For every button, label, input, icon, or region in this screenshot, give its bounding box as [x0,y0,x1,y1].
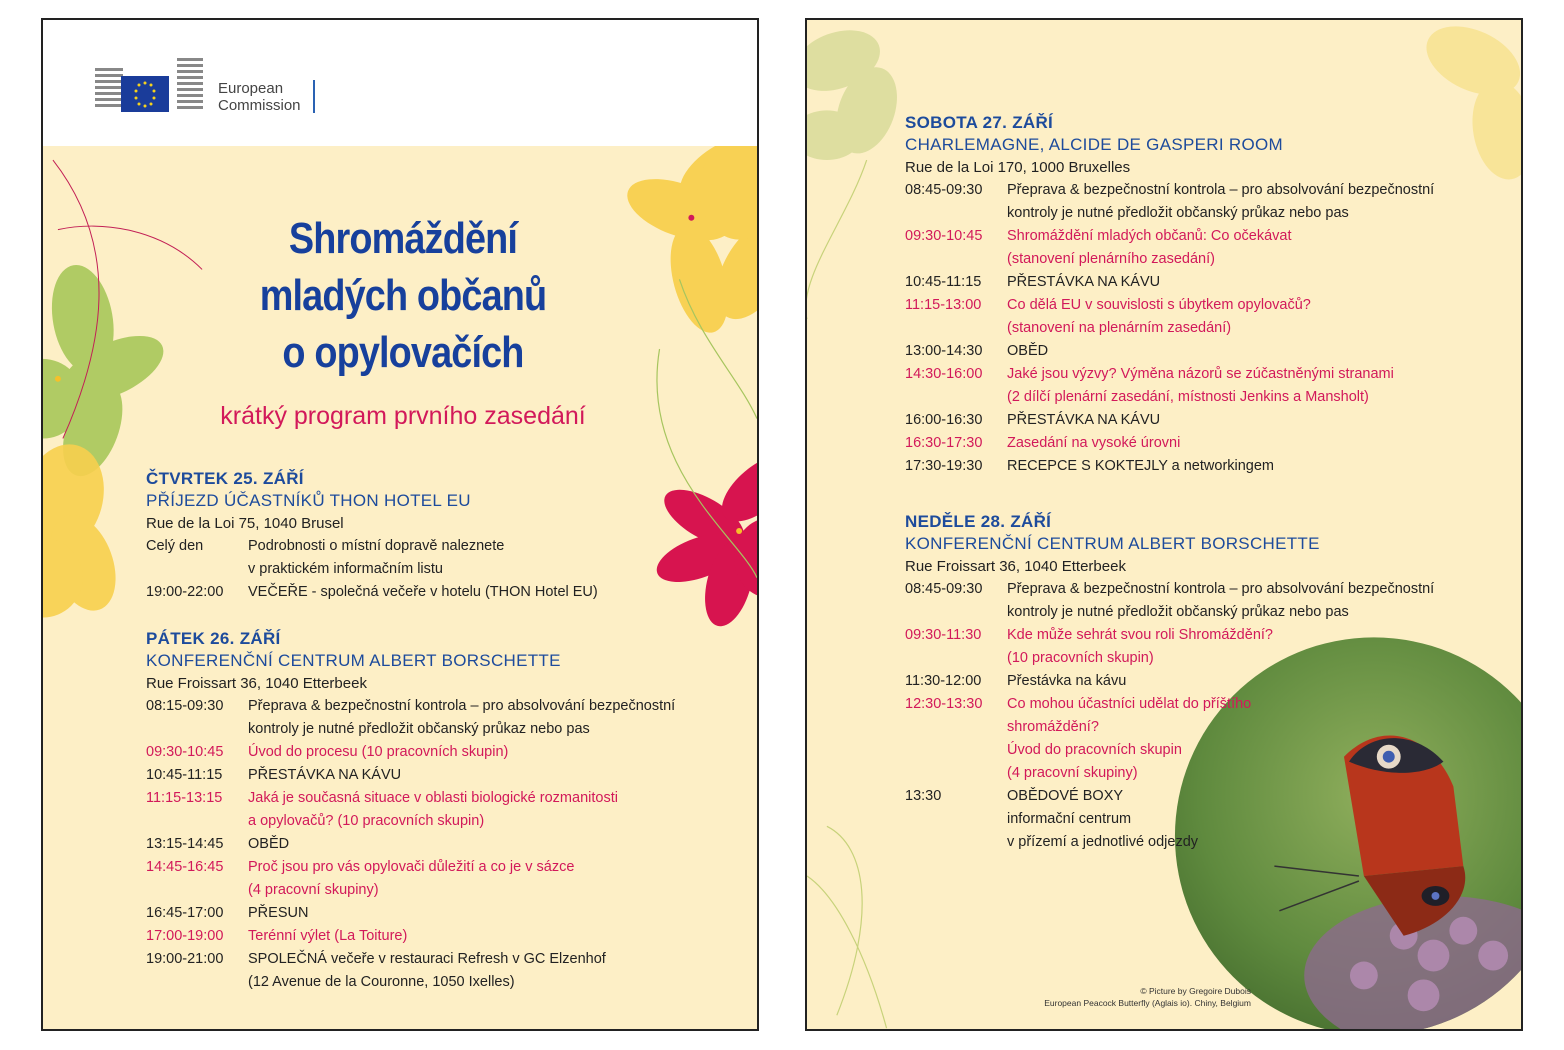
schedule-time: 13:00-14:30 [905,343,983,359]
schedule-row [905,624,1515,670]
schedule-time: 19:00-21:00 [146,951,224,967]
title-line-1: Shromáždění [288,214,518,263]
schedule-row [905,294,1515,340]
logo-line-1: European [218,80,284,97]
schedule-description: VEČEŘE - společná večeře v hotelu (THON Hotel EU) [248,584,598,600]
schedule-row [905,409,1515,432]
schedule-description: Přeprava & bezpečnostní kontrola – pro absolvování bezpečnostní kontroly je nutné předložit občanský průkaz nebo pas [248,698,676,737]
schedule-description: SPOLEČNÁ večeře v restauraci Refresh v GC Elzenhof (12 Avenue de la Couronne, 1050 Ixelles) [248,951,606,990]
schedule-row [146,764,746,787]
logo-text [218,80,301,114]
schedule-row [905,363,1515,409]
schedule-time: 16:30-17:30 [905,435,983,451]
schedule-time: 08:45-09:30 [905,581,983,597]
schedule-row [146,902,746,925]
credit-line-2: European Peacock Butterfly (Aglais io). Chiny, Belgium [1044,998,1251,1008]
day-section-saturday [905,112,1515,478]
venue-address: Rue de la Loi 170, 1000 Bruxelles [905,159,1131,176]
programme-page-left [41,18,759,1031]
day-section-thursday [146,468,746,604]
schedule-time: 11:15-13:00 [905,297,982,313]
schedule-list [146,535,746,604]
schedule-time: 16:00-16:30 [905,412,983,428]
schedule-description: OBĚD [248,836,290,852]
schedule-list [905,179,1515,478]
schedule-row [905,455,1515,478]
schedule-description: Co mohou účastníci udělat do příštího shromáždění? Úvod do pracovních skupin (4 pracovní skupiny) [1007,696,1252,781]
schedule-time: 13:15-14:45 [146,836,224,852]
schedule-time: 14:30-16:00 [905,366,983,382]
schedule-time: 17:00-19:00 [146,928,224,944]
day-heading: NEDĚLE 28. ZÁŘÍ [905,512,1052,531]
schedule-time: 16:45-17:00 [146,905,224,921]
schedule-time: 19:00-22:00 [146,584,224,600]
venue-heading: CHARLEMAGNE, ALCIDE DE GASPERI ROOM [905,135,1283,154]
photo-credit [1007,985,1251,1009]
schedule-time: 13:30 [905,788,942,804]
day-heading: PÁTEK 26. ZÁŘÍ [146,629,281,648]
schedule-row [146,695,746,741]
day-section-friday [146,628,746,994]
logo-line-2: Commission [218,97,301,114]
venue-heading: PŘÍJEZD ÚČASTNÍKŮ THON HOTEL EU [146,491,471,510]
schedule-row [905,225,1515,271]
schedule-row [146,925,746,948]
schedule-row [905,578,1515,624]
schedule-row [146,581,746,604]
schedule-description: PŘESUN [248,905,309,921]
schedule-row [146,741,746,764]
venue-heading: KONFERENČNÍ CENTRUM ALBERT BORSCHETTE [905,534,1320,553]
programme-page-right [805,18,1523,1031]
schedule-description: Jaká je současná situace v oblasti biologické rozmanitosti a opylovačů? (10 pracovních skupin) [248,790,618,829]
yellow-flower-icon [619,119,757,339]
schedule-time: 08:15-09:30 [146,698,224,714]
schedule-time: Celý den [146,538,204,554]
schedule-row [905,271,1515,294]
schedule-time: 12:30-13:30 [905,696,983,712]
schedule-time: 11:15-13:15 [146,790,223,806]
day-heading: ČTVRTEK 25. ZÁŘÍ [146,469,304,488]
day-section-sunday [905,511,1515,854]
schedule-description: PŘESTÁVKA NA KÁVU [1007,274,1161,290]
schedule-description: RECEPCE S KOKTEJLY a networkingem [1007,458,1275,474]
page-subtitle: krátký program prvního zasedání [220,402,586,430]
schedule-description: Přeprava & bezpečnostní kontrola – pro absolvování bezpečnostní kontroly je nutné předložit občanský průkaz nebo pas [1007,182,1435,221]
venue-heading: KONFERENČNÍ CENTRUM ALBERT BORSCHETTE [146,651,561,670]
schedule-time: 09:30-11:30 [905,627,982,643]
schedule-list [146,695,746,994]
schedule-row [905,179,1515,225]
schedule-row [905,670,1515,693]
schedule-description: Úvod do procesu (10 pracovních skupin) [248,744,509,760]
schedule-time: 08:45-09:30 [905,182,983,198]
page-title [179,210,626,381]
schedule-description: Co dělá EU v souvislosti s úbytkem opylovačů? (stanovení na plenárním zasedání) [1007,297,1311,336]
schedule-description: Zasedání na vysoké úrovni [1007,435,1181,451]
schedule-time: 09:30-10:45 [905,228,983,244]
schedule-row [905,432,1515,455]
schedule-row [146,535,746,581]
schedule-description: Přestávka na kávu [1007,673,1127,689]
schedule-description: Proč jsou pro vás opylovači důležití a co je v sázce (4 pracovní skupiny) [248,859,575,898]
venue-address: Rue Froissart 36, 1040 Etterbeek [905,558,1126,575]
schedule-description: Terénní výlet (La Toiture) [248,928,408,944]
schedule-time: 10:45-11:15 [905,274,982,290]
schedule-description: PŘESTÁVKA NA KÁVU [248,767,402,783]
schedule-row [146,787,746,833]
venue-address: Rue de la Loi 75, 1040 Brusel [146,515,344,532]
venue-address: Rue Froissart 36, 1040 Etterbeek [146,675,367,692]
schedule-time: 14:45-16:45 [146,859,224,875]
schedule-description: OBĚD [1007,343,1049,359]
schedule-time: 11:30-12:00 [905,673,982,689]
schedule-time: 10:45-11:15 [146,767,223,783]
schedule-description: PŘESTÁVKA NA KÁVU [1007,412,1161,428]
logo-divider [313,80,315,113]
schedule-time: 09:30-10:45 [146,744,224,760]
schedule-description: Jaké jsou výzvy? Výměna názorů se zúčastněnými stranami (2 dílčí plenární zasedání, místnosti Jenkins a Mansholt) [1007,366,1394,405]
schedule-description: OBĚDOVÉ BOXY informační centrum v přízemí a jednotlivé odjezdy [1007,788,1199,850]
schedule-description: Shromáždění mladých občanů: Co očekávat (stanovení plenárního zasedání) [1007,228,1292,267]
schedule-description: Přeprava & bezpečnostní kontrola – pro absolvování bezpečnostní kontroly je nutné předložit občanský průkaz nebo pas [1007,581,1435,620]
schedule-list [905,578,1515,854]
title-line-3: o opylovačích [282,328,524,377]
credit-line-1: © Picture by Gregoire Dubois [1140,986,1251,996]
day-heading: SOBOTA 27. ZÁŘÍ [905,113,1054,132]
schedule-row [146,833,746,856]
schedule-row [146,948,746,994]
schedule-description: Podrobnosti o místní dopravě naleznete v praktickém informačním listu [248,538,505,577]
schedule-time: 17:30-19:30 [905,458,983,474]
schedule-row [905,785,1515,854]
schedule-description: Kde může sehrát svou roli Shromáždění? (10 pracovních skupin) [1007,627,1273,666]
schedule-row [905,340,1515,363]
schedule-row [146,856,746,902]
schedule-row [905,693,1515,785]
title-line-2: mladých občanů [259,271,547,320]
